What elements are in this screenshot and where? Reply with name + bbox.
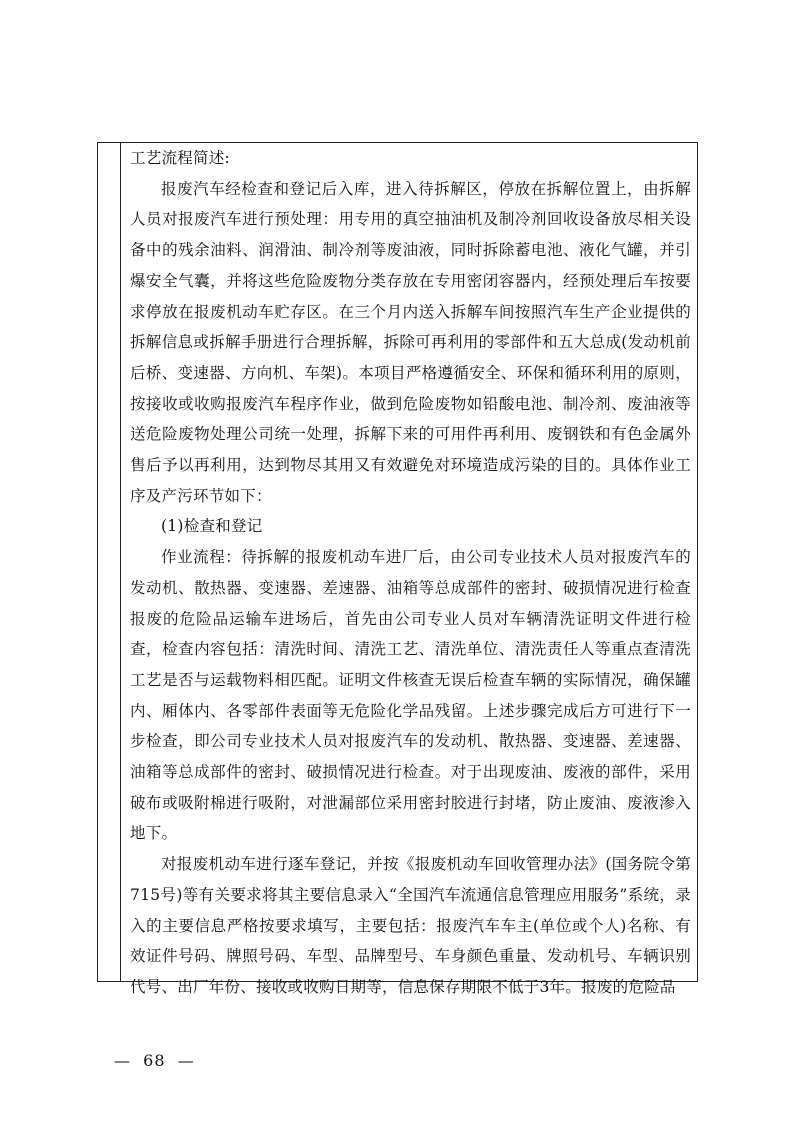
- page-number: — 68 —: [114, 1051, 195, 1070]
- table-left-column: [98, 143, 121, 981]
- section-heading: 工艺流程简述:: [130, 149, 230, 167]
- document-table-frame: [97, 142, 698, 996]
- paragraph-workflow: 作业流程：待拆解的报废机动车进厂后，由公司专业技术人员对报废汽车的发动机、散热器、变速器、差速器、油箱等总成部件的密封、破损情况进行检查报废的危险品运输车进场后，首先由公司专业人员对车辆清洗证明文件进行检查，检查内容包括：清洗时间、清洗工艺、清洗单位、清洗责任人等重点查清洗工艺是否与运载物料相匹配。证明文件核查无误后检查车辆的实际情况，确保罐内、厢体内、各零部件表面等无危险化学品残留。上述步骤完成后方可进行下一步检查，即公司专业技术人员对报废汽车的发动机、散热器、变速器、差速器、油箱等总成部件的密封、破损情况进行检查。对于出现废油、废液的部件，采用破布或吸附棉进行吸附，对泄漏部位采用密封胶进行封堵，防止废油、废液渗入地下。: [130, 548, 691, 843]
- paragraph-overview: 报废汽车经检查和登记后入库，进入待拆解区，停放在拆解位置上，由拆解人员对报废汽车进行预处理：用专用的真空抽油机及制冷剂回收设备放尽相关设备中的残余油料、润滑油、制冷剂等废油液，同时拆除蓄电池、液化气罐，并引爆安全气囊，并将这些危险废物分类存放在专用密闭容器内，经预处理后车按要求停放在报废机动车贮存区。在三个月内送入拆解车间按照汽车生产企业提供的拆解信息或拆解手册进行合理拆解，拆除可再利用的零部件和五大总成(发动机前后桥、变速器、方向机、车架)。本项目严格遵循安全、环保和循环利用的原则，按接收或收购报废汽车程序作业，做到危险废物如铅酸电池、制冷剂、废油液等送危险废物处理公司统一处理，拆解下来的可用件再利用、废钢铁和有色金属外售后予以再利用，达到物尽其用又有效避免对环境造成污染的目的。具体作业工序及产污环节如下：: [130, 179, 691, 505]
- table-content-cell: [130, 143, 691, 1003]
- subheading-inspection: (1)检查和登记: [161, 517, 263, 536]
- paragraph-registration: 对报废机动车进行逐车登记，并按《报废机动车回收管理办法》(国务院令第715号)等有关要求将其主要信息录入“全国汽车流通信息管理应用服务”系统，录入的主要信息严格按要求填写，主要包括：报废汽车车主(单位或个人)名称、有效证件号码、牌照号码、车型、品牌型号、车身颜色重量、发动机号、车辆识别代号、出厂年份、接收或收购日期等，信息保存期限不低于3年。报废的危险品: [130, 855, 691, 996]
